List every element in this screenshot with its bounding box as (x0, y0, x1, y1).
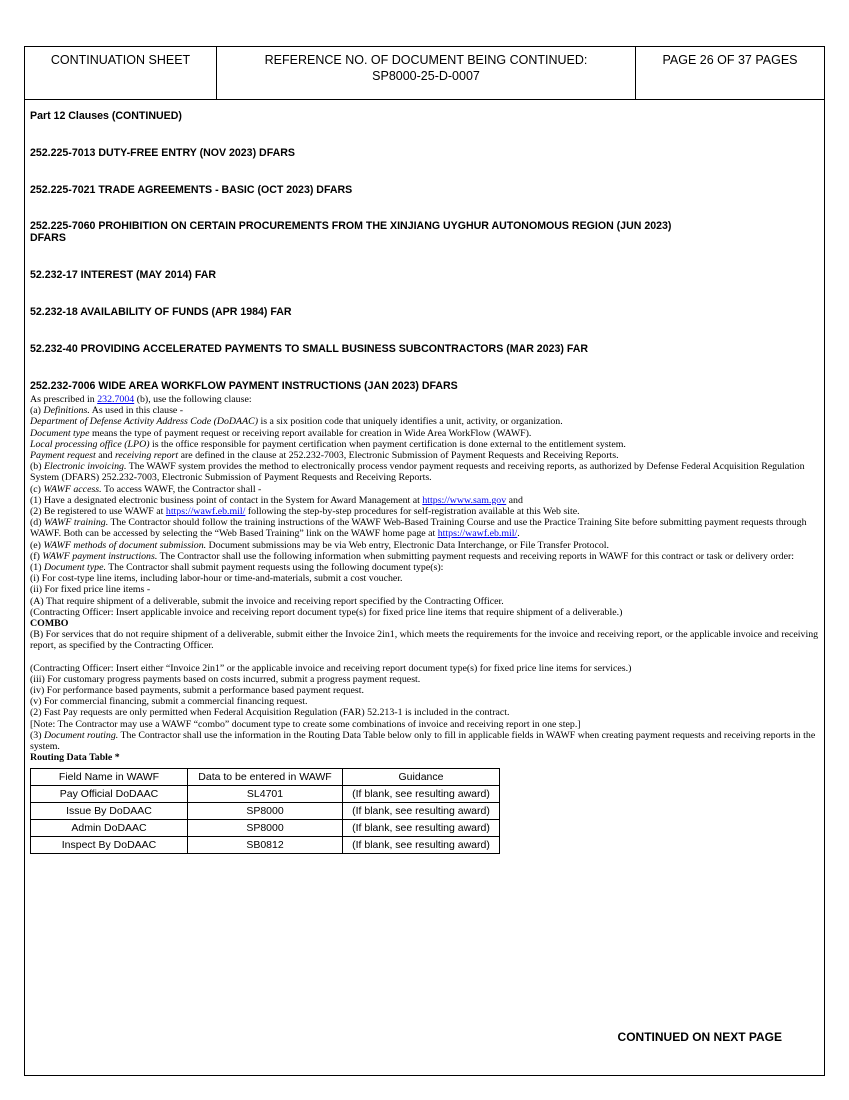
table-row (31, 836, 500, 853)
paragraph: (Contracting Officer: Insert applicable invoice and receiving report document type(s) for fixed price line items that require shipment of a deliverable.) (30, 606, 623, 618)
part-title: Part 12 Clauses (CONTINUED) (30, 110, 182, 122)
clause-heading: 252.225-7013 DUTY-FREE ENTRY (NOV 2023) DFARS (30, 147, 295, 159)
table-row (31, 802, 500, 819)
clause-heading: 52.232-18 AVAILABILITY OF FUNDS (APR 1984) FAR (30, 306, 292, 318)
table-cell: (If blank, see resulting award) (343, 802, 500, 819)
paragraph: (B) For services that do not require shipment of a deliverable, submit either the Invoice 2in1, which meets the requirements for the invoice and receiving report, or the applicable invoice and receiving report, as specified by the Contracting Officer. (30, 629, 819, 652)
page-header (25, 47, 824, 100)
routing-data-table (30, 768, 500, 854)
column-header: Data to be entered in WAWF (188, 768, 343, 785)
paragraph: Department of Defense Activity Address Code (DoDAAC) is a six position code that uniquely identifies a unit, activity, or organization. (30, 416, 563, 428)
paragraph: (2) Be registered to use WAWF at https://wawf.eb.mil/ following the step-by-step procedures for self-registration available at this Web site. (30, 506, 580, 518)
table-cell: Issue By DoDAAC (31, 802, 188, 819)
table-row (31, 785, 500, 802)
paragraph: (1) Document type. The Contractor shall submit payment requests using the following document type(s): (30, 562, 444, 574)
table-cell: SL4701 (188, 785, 343, 802)
paragraph: Local processing office (LPO) is the office responsible for payment certification when payment certification is done external to the entitlement system. (30, 438, 626, 450)
paragraph: (iii) For customary progress payments based on costs incurred, submit a progress payment request. (30, 673, 421, 685)
paragraph: (a) Definitions. As used in this clause - (30, 405, 184, 417)
table-row (31, 819, 500, 836)
paragraph: (1) Have a designated electronic business point of contact in the System for Award Management at https://www.sam.gov and (30, 494, 523, 506)
reference-value: SP8000-25-D-0007 (372, 69, 480, 83)
page-number: PAGE 26 OF 37 PAGES (662, 53, 798, 67)
paragraph: (iv) For performance based payments, submit a performance based payment request. (30, 685, 364, 697)
table-cell: SB0812 (188, 836, 343, 853)
paragraph: (f) WAWF payment instructions. The Contractor shall use the following information when submitting payment requests and receiving reports in WAWF for this contract or task or delivery order: (30, 550, 795, 562)
column-header: Guidance (343, 768, 500, 785)
paragraph: [Note: The Contractor may use a WAWF “combo” document type to create some combinations of invoice and receiving report in one step.] (30, 718, 581, 730)
reference-number (217, 47, 636, 99)
continued-notice: CONTINUED ON NEXT PAGE (617, 1030, 782, 1044)
table-cell: SP8000 (188, 819, 343, 836)
paragraph: (2) Fast Pay requests are only permitted when Federal Acquisition Regulation (FAR) 52.213-1 is included in the contract. (30, 707, 510, 719)
reference-label: REFERENCE NO. OF DOCUMENT BEING CONTINUED: (264, 53, 588, 67)
clause-heading: 252.225-7060 PROHIBITION ON CERTAIN PROCUREMENTS FROM THE XINJIANG UYGHUR AUTONOMOUS REGION (JUN 2023) (30, 220, 672, 232)
clause-heading: 52.232-17 INTEREST (MAY 2014) FAR (30, 269, 217, 281)
continuation-sheet-label: CONTINUATION SHEET (25, 47, 217, 99)
paragraph: Document type means the type of payment request or receiving report available for creation in Wide Area WorkFlow (WAWF). (30, 427, 532, 439)
paragraph: (ii) For fixed price line items - (30, 584, 151, 596)
table-cell: Pay Official DoDAAC (31, 785, 188, 802)
paragraph: (b) Electronic invoicing. The WAWF system provides the method to electronically process vendor payment requests and receiving reports, as authorized by Defense Federal Acquisition Regulation System (DFARS) 252.232-7003, Electronic Submission of Payment Requests and Receiving Reports. (30, 461, 805, 484)
paragraph: (v) For commercial financing, submit a commercial financing request. (30, 696, 308, 708)
clause-heading: 252.232-7006 WIDE AREA WORKFLOW PAYMENT INSTRUCTIONS (JAN 2023) DFARS (30, 380, 458, 392)
paragraph: (i) For cost-type line items, including labor-hour or time-and-materials, submit a cost voucher. (30, 573, 403, 585)
dfars-link[interactable]: 232.7004 (97, 394, 135, 405)
wawf-link[interactable]: https://wawf.eb.mil/ (165, 506, 246, 518)
clause-heading-continued: DFARS (30, 232, 66, 244)
paragraph: (e) WAWF methods of document submission. Document submissions may be via Web entry, Electronic Data Interchange, or File Transfer Protocol. (30, 539, 610, 551)
clause-heading: 252.225-7021 TRADE AGREEMENTS - BASIC (OCT 2023) DFARS (30, 184, 353, 196)
paragraph: (A) That require shipment of a deliverable, submit the invoice and receiving report specified by the Contracting Officer. (30, 595, 504, 607)
paragraph: (d) WAWF training. The Contractor should follow the training instructions of the WAWF Web-Based Training Course and use the Practice Training Site before submitting payment requests through WAWF. Both can be accessed by selecting the “Web Based Training” link on the WAWF home page at https://wawf.eb.mil/. (30, 517, 807, 540)
wawf-home-link[interactable]: https://wawf.eb.mil/ (437, 528, 518, 540)
paragraph: (3) Document routing. The Contractor shall use the information in the Routing Data Table below only to fill in applicable fields in WAWF when creating payment requests and receiving reports in the system. (30, 729, 816, 753)
table-cell: (If blank, see resulting award) (343, 819, 500, 836)
clause-body (30, 394, 819, 854)
table-cell: Admin DoDAAC (31, 819, 188, 836)
table-cell: (If blank, see resulting award) (343, 836, 500, 853)
routing-table-title: Routing Data Table * (30, 752, 120, 764)
table-header-row (31, 768, 500, 785)
paragraph: (Contracting Officer: Insert either “Invoice 2in1” or the applicable invoice and receiving report document type(s) for fixed price line items for services.) (30, 662, 632, 674)
paragraph: As prescribed in 232.7004 (b), use the following clause: (30, 394, 252, 405)
continuation-sheet (24, 46, 825, 1076)
table-cell: (If blank, see resulting award) (343, 785, 500, 802)
column-header: Field Name in WAWF (31, 768, 188, 785)
table-cell: SP8000 (188, 802, 343, 819)
clause-heading: 52.232-40 PROVIDING ACCELERATED PAYMENTS TO SMALL BUSINESS SUBCONTRACTORS (MAR 2023) FAR (30, 343, 589, 355)
table-cell: Inspect By DoDAAC (31, 836, 188, 853)
sam-gov-link[interactable]: https://www.sam.gov (422, 494, 507, 506)
combo-label: COMBO (30, 618, 69, 630)
paragraph: Payment request and receiving report are defined in the clause at 252.232-7003, Electronic Submission of Payment Requests and Receiving Reports. (30, 450, 619, 462)
paragraph: (c) WAWF access. To access WAWF, the Contractor shall - (30, 483, 262, 495)
